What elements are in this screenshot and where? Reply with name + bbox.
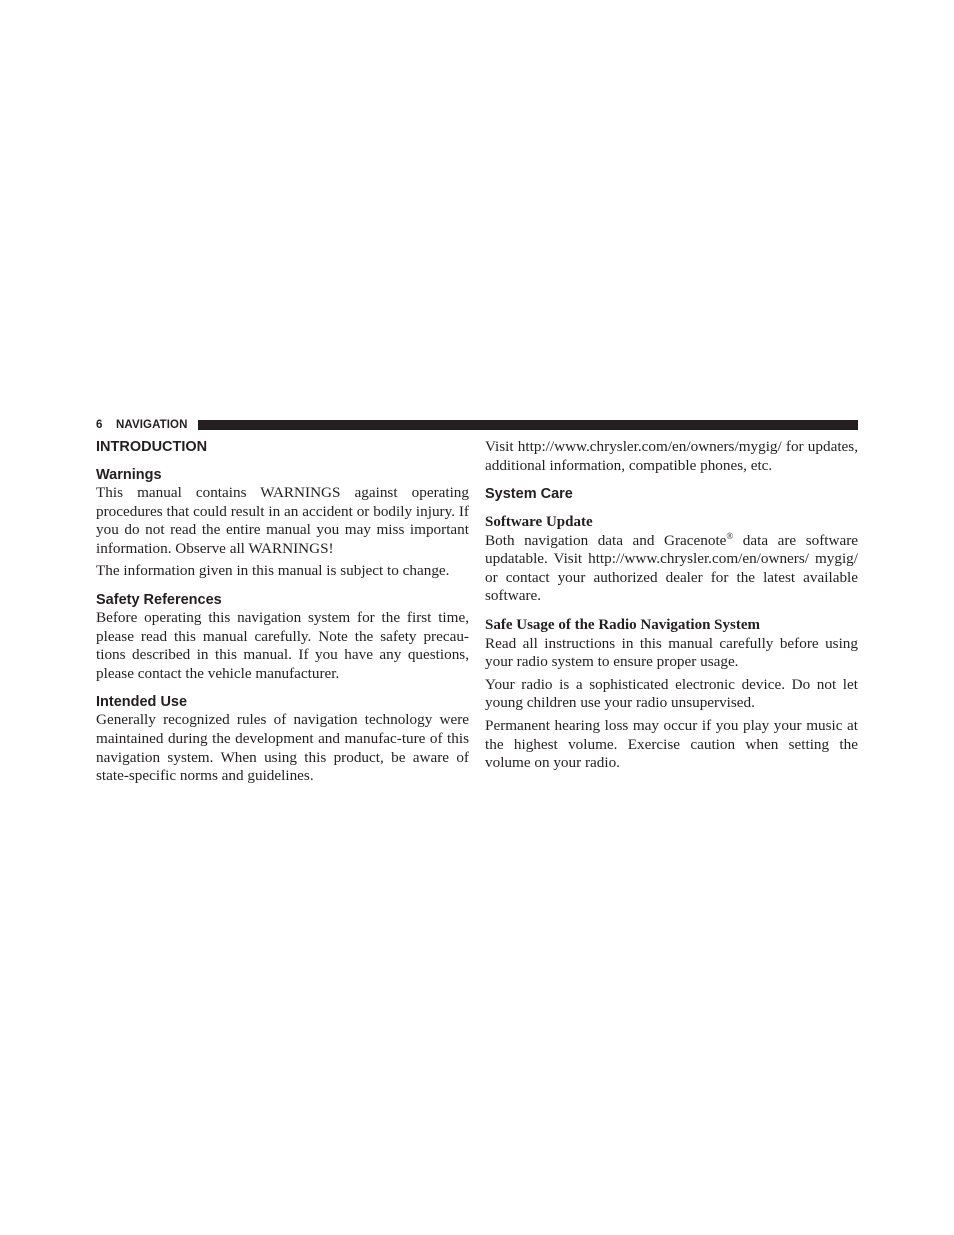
registered-mark: ® xyxy=(726,530,734,541)
section-name: NAVIGATION xyxy=(116,419,188,431)
visit-paragraph: Visit http://www.chrysler.com/en/owners/mygig/ for updates, additional information, compatible phones, etc. xyxy=(485,438,858,474)
page-number: 6 xyxy=(96,419,103,431)
page-header xyxy=(96,418,858,432)
software-update-heading: Software Update xyxy=(485,514,593,531)
system-care-heading: System Care xyxy=(485,486,573,503)
software-text-after: data are software updatable. Visit http://www.chrysler.com/en/owners/ mygig/ or contact your authorized dealer for the latest available software. xyxy=(485,531,858,605)
software-text-before: Both navigation data and Gracenote xyxy=(485,531,727,549)
warnings-paragraph-2: The information given in this manual is subject to change. xyxy=(96,562,450,580)
intended-use-paragraph: Generally recognized rules of navigation technology were maintained during the development and manufac-ture of this navigation system. When using this product, be aware of state-specific norms and guidelines. xyxy=(96,711,469,785)
safe-usage-paragraph-2: Your radio is a sophisticated electronic device. Do not let young children use your radio unsupervised. xyxy=(485,675,858,712)
left-column xyxy=(96,436,469,786)
software-update-paragraph xyxy=(485,532,858,606)
safe-usage-paragraph-3: Permanent hearing loss may occur if you play your music at the highest volume. Exercise caution when setting the volume on your radio. xyxy=(485,716,858,772)
header-rule xyxy=(198,420,858,430)
right-column xyxy=(485,436,858,773)
introduction-heading: INTRODUCTION xyxy=(96,439,208,455)
safety-references-heading: Safety References xyxy=(96,591,222,608)
warnings-heading: Warnings xyxy=(96,467,162,483)
safe-usage-paragraph-1: Read all instructions in this manual carefully before using your radio system to ensure proper usage. xyxy=(485,634,858,671)
warnings-paragraph-1: This manual contains WARNINGS against operating procedures that could result in an accident or bodily injury. If you do not read the entire manual you may miss important information. Observe all WARNINGS! xyxy=(96,484,469,557)
intended-use-heading: Intended Use xyxy=(96,694,188,711)
safe-usage-heading: Safe Usage of the Radio Navigation System xyxy=(485,617,760,634)
safety-references-paragraph: Before operating this navigation system for the first time, please read this manual carefully. Note the safety precau-tions described in this manual. If you have any questions, please contact the vehicle manufacturer. xyxy=(96,608,469,682)
